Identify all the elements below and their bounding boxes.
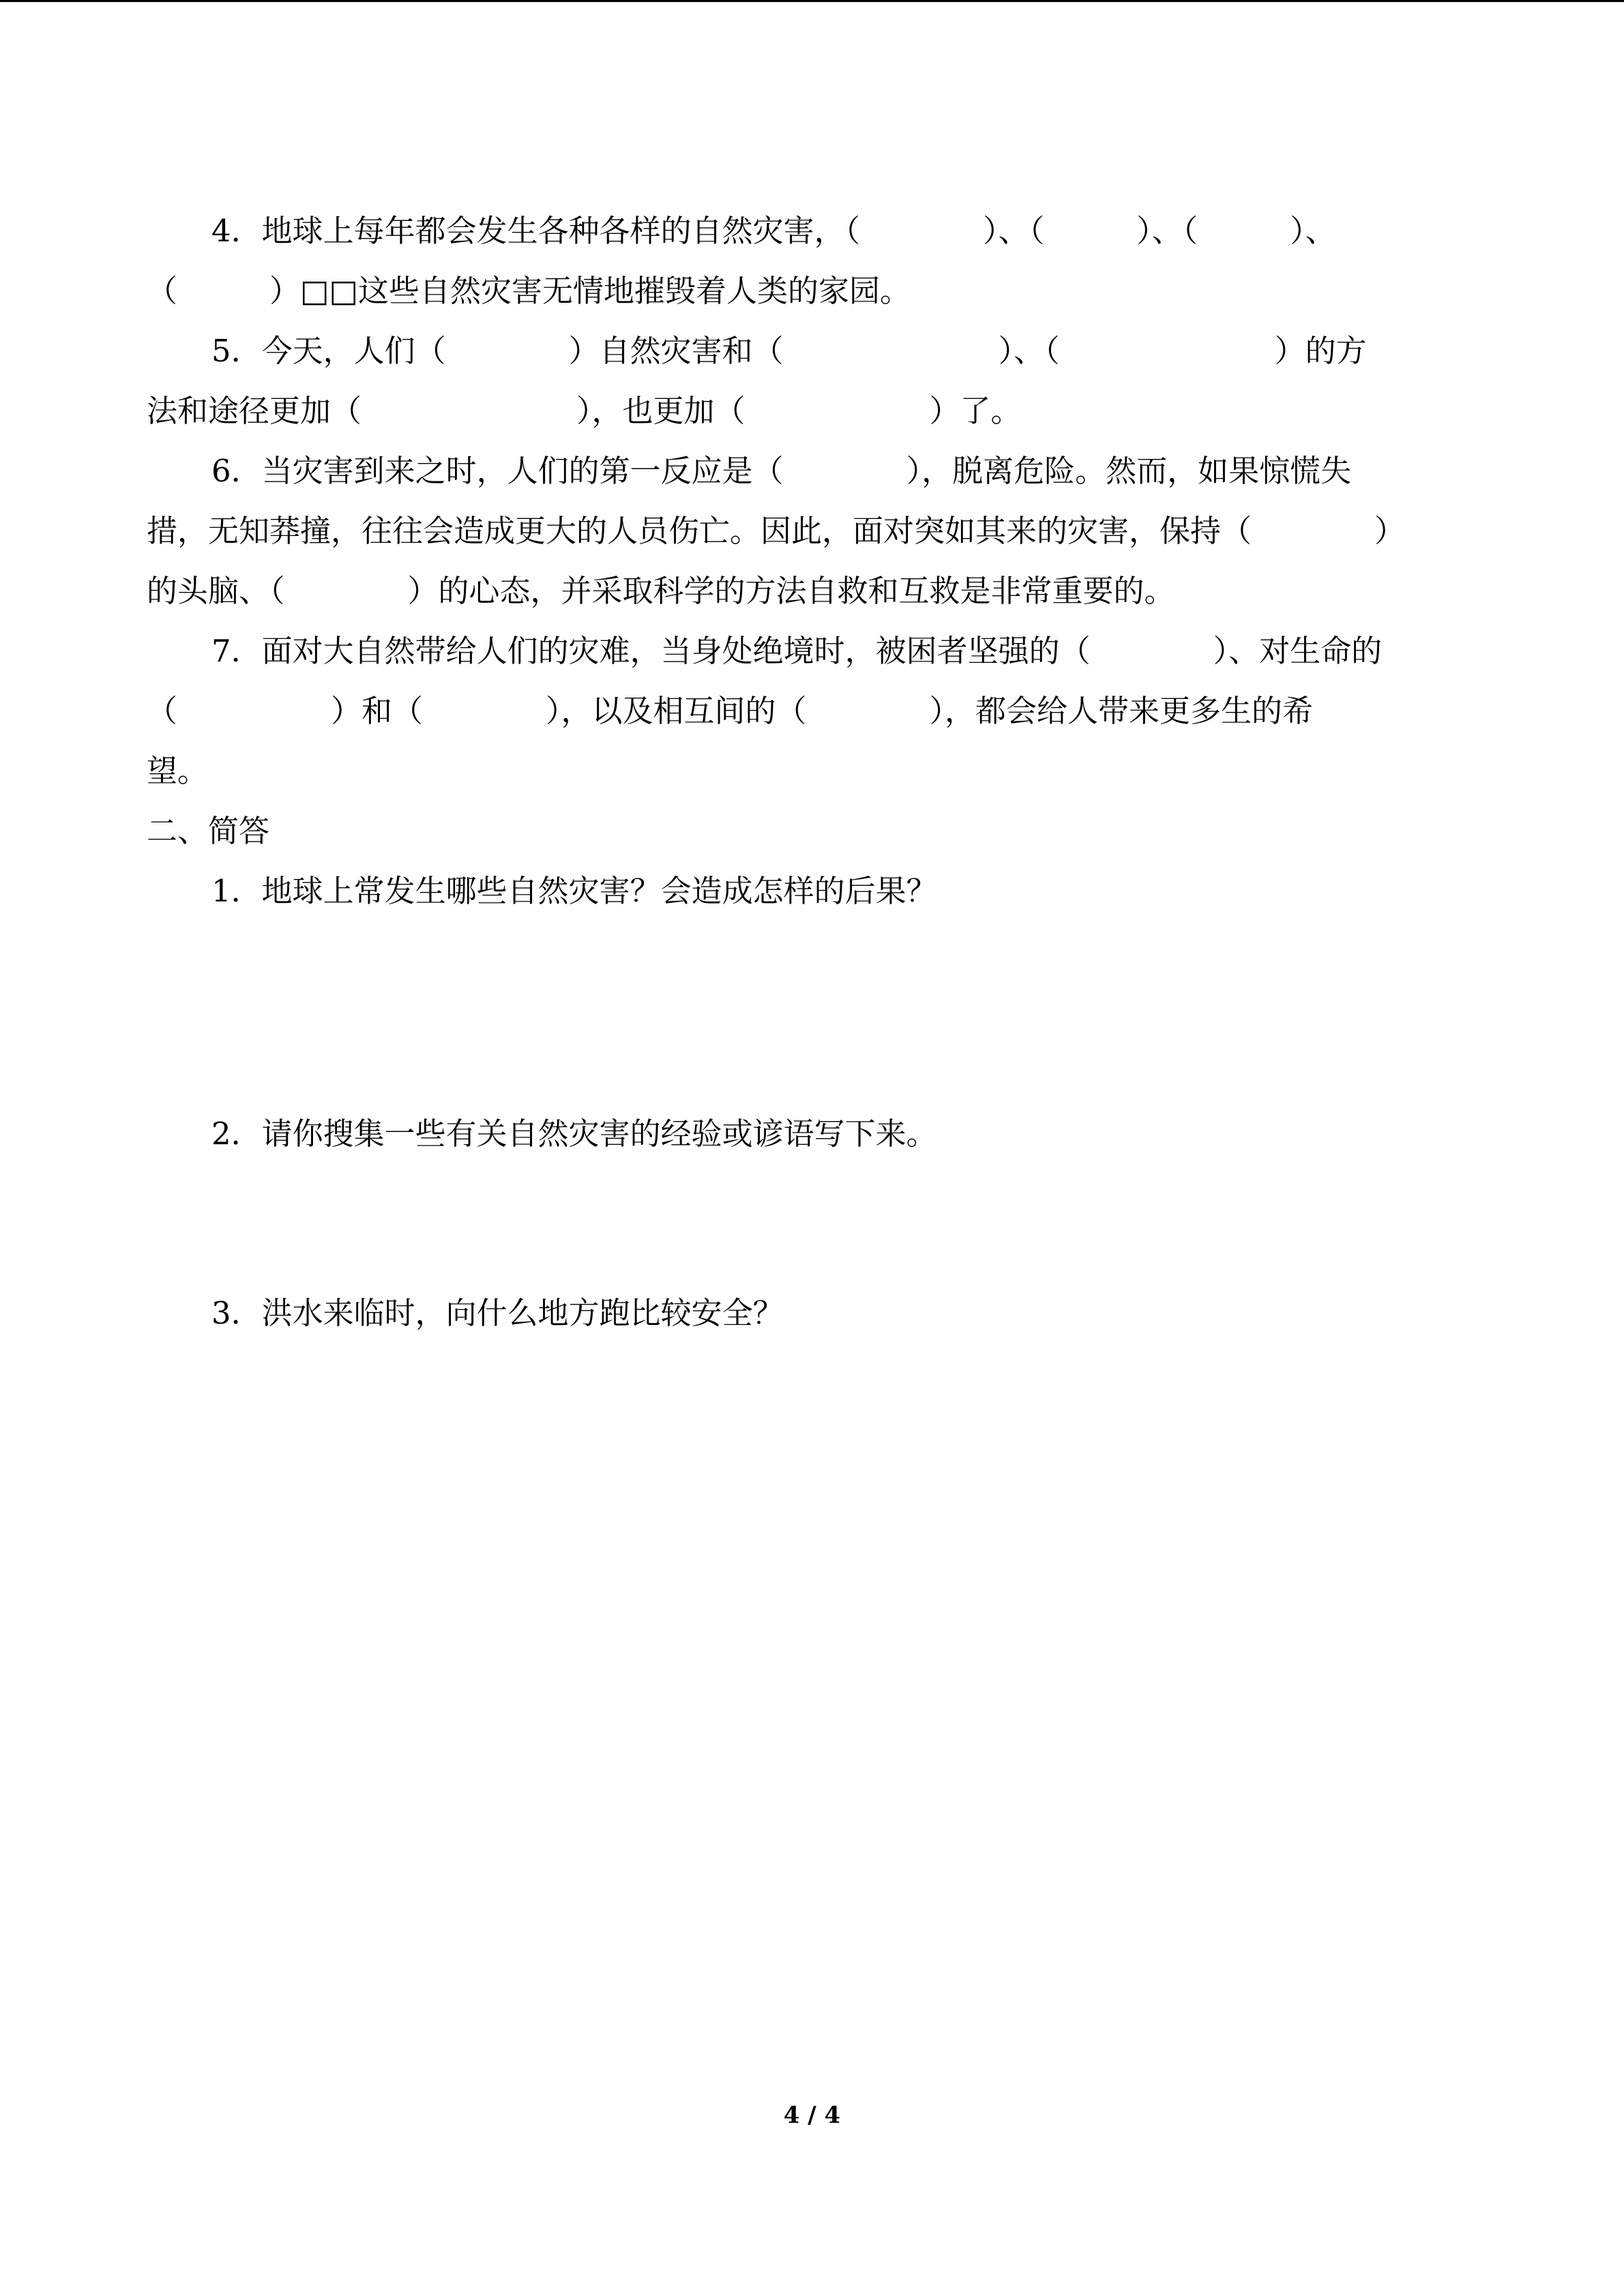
question-6-line-1: 6．当灾害到来之时，人们的第一反应是（ ），脱离危险。然而，如果惊慌失 bbox=[211, 453, 1352, 489]
question-5-line-2: 法和途径更加（ ），也更加（ ）了。 bbox=[147, 393, 1022, 429]
question-7-line-2: （ ）和（ ），以及相互间的（ ），都会给人带来更多生的希 bbox=[147, 693, 1314, 729]
short-answer-question-1: 1．地球上常发生哪些自然灾害？会造成怎样的后果？ bbox=[211, 873, 937, 909]
short-answer-question-2: 2．请你搜集一些有关自然灾害的经验或谚语写下来。 bbox=[211, 1116, 937, 1152]
question-6-line-3: 的头脑、（ ）的心态，并采取科学的方法自救和互救是非常重要的。 bbox=[147, 573, 1175, 609]
question-4-line-2: （ ）□□这些自然灾害无情地摧毁着人类的家园。 bbox=[147, 273, 911, 309]
question-7-line-3: 望。 bbox=[147, 753, 209, 789]
section-heading-short-answer: 二、简答 bbox=[147, 813, 270, 849]
page-number: 4 / 4 bbox=[783, 2102, 841, 2129]
question-6-line-2: 措，无知莽撞，往往会造成更大的人员伤亡。因此，面对突如其来的灾害，保持（ ） bbox=[147, 513, 1406, 549]
question-5-line-1: 5．今天，人们（ ）自然灾害和（ ）、（ ）的方 bbox=[211, 333, 1367, 369]
question-7-line-1: 7．面对大自然带给人们的灾难，当身处绝境时，被困者坚强的（ ）、对生命的 bbox=[211, 633, 1383, 669]
worksheet-page bbox=[147, 201, 1473, 1343]
page-top-border bbox=[0, 0, 1624, 2]
short-answer-question-3: 3．洪水来临时，向什么地方跑比较安全？ bbox=[211, 1295, 784, 1331]
question-4-line-1: 4．地球上每年都会发生各种各样的自然灾害，（ ）、（ ）、（ ）、 bbox=[211, 213, 1336, 249]
